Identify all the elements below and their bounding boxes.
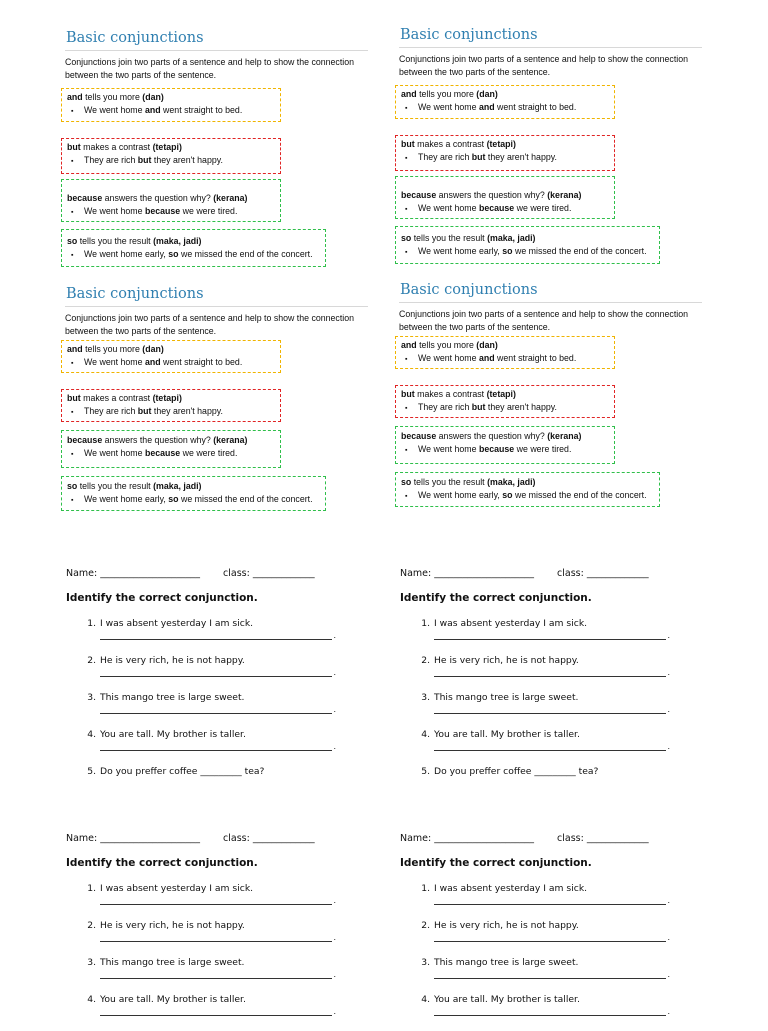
- conj-translation: (maka, jadi): [487, 477, 536, 487]
- so-box: [61, 229, 326, 267]
- example-text: they aren't happy.: [151, 406, 223, 416]
- name-field[interactable]: Name: _____________________: [66, 833, 200, 844]
- conj-translation: (dan): [142, 344, 164, 354]
- question-text: You are tall. My brother is taller.: [100, 729, 246, 740]
- question-text: You are tall. My brother is taller.: [100, 994, 246, 1005]
- question-text: I was absent yesterday I am sick.: [100, 618, 254, 629]
- conjunction-card: [399, 25, 704, 256]
- bullet-icon: ▪: [405, 493, 408, 500]
- bullet-icon: ▪: [405, 405, 408, 412]
- card-title: Basic conjunctions: [400, 282, 538, 298]
- and-box: [395, 85, 615, 119]
- question-number: 1.: [87, 618, 96, 629]
- card-intro: Conjunctions join two parts of a sentence and help to show the connection between the two parts of the sentence.: [399, 309, 689, 332]
- example-text: We went home: [418, 444, 479, 454]
- question-number: 5.: [87, 766, 96, 777]
- worksheet: [66, 568, 356, 803]
- but-box: [395, 135, 615, 171]
- bullet-icon: ▪: [71, 108, 74, 115]
- example-text: we missed the end of the concert.: [178, 494, 313, 504]
- question-item: [66, 920, 356, 957]
- example-conj: and: [478, 353, 495, 363]
- example-conj: but: [137, 155, 152, 165]
- example-conj: so: [168, 249, 179, 259]
- example-text: We went home early,: [84, 494, 169, 504]
- answer-line[interactable]: [100, 676, 332, 677]
- conj-translation: (dan): [476, 340, 498, 350]
- answer-line[interactable]: [100, 1015, 332, 1016]
- name-class-row: [400, 568, 690, 582]
- conj-translation: (maka, jadi): [153, 236, 202, 246]
- question-number: 1.: [421, 618, 430, 629]
- conj-word: but: [401, 389, 415, 399]
- example-text: We went home: [84, 357, 145, 367]
- conj-desc: tells you more: [416, 340, 477, 350]
- question-number: 2.: [421, 920, 430, 931]
- question-item: [400, 655, 690, 692]
- example-text: We went home: [418, 203, 479, 213]
- conj-desc: makes a contrast: [80, 142, 153, 152]
- bullet-icon: ▪: [71, 409, 74, 416]
- question-number: 4.: [87, 729, 96, 740]
- so-box: [395, 226, 660, 264]
- example-conj: and: [478, 102, 495, 112]
- example-text: we were tired.: [180, 206, 238, 216]
- bullet-icon: ▪: [71, 209, 74, 216]
- because-box: [395, 176, 615, 219]
- example-conj: because: [478, 444, 515, 454]
- question-text: This mango tree is large sweet.: [434, 692, 579, 703]
- bullet-icon: ▪: [405, 356, 408, 363]
- answer-line[interactable]: [434, 978, 666, 979]
- bullet-icon: ▪: [405, 206, 408, 213]
- question-number: 4.: [87, 994, 96, 1005]
- name-class-row: [400, 833, 690, 847]
- question-number: 3.: [87, 957, 96, 968]
- conj-word: and: [67, 92, 83, 102]
- conj-word: but: [67, 393, 81, 403]
- example-text: went straight to bed.: [494, 353, 577, 363]
- conj-translation: (tetapi): [486, 139, 516, 149]
- question-number: 4.: [421, 994, 430, 1005]
- example-text: They are rich: [84, 155, 138, 165]
- conj-word: so: [401, 477, 412, 487]
- name-field[interactable]: Name: _____________________: [66, 568, 200, 579]
- worksheet-title: Identify the correct conjunction.: [66, 857, 258, 869]
- conj-translation: (dan): [142, 92, 164, 102]
- example-text: We went home early,: [84, 249, 169, 259]
- question-text: You are tall. My brother is taller.: [434, 729, 580, 740]
- example-conj: so: [502, 246, 513, 256]
- worksheet-title: Identify the correct conjunction.: [400, 592, 592, 604]
- example-conj: so: [168, 494, 179, 504]
- conj-translation: (tetapi): [152, 142, 182, 152]
- example-text: We went home early,: [418, 246, 503, 256]
- question-number: 5.: [421, 766, 430, 777]
- conj-translation: (tetapi): [486, 389, 516, 399]
- example-text: we were tired.: [514, 444, 572, 454]
- example-text: We went home early,: [418, 490, 503, 500]
- bullet-icon: ▪: [405, 447, 408, 454]
- and-box: [61, 88, 281, 122]
- question-item: [400, 692, 690, 729]
- conj-translation: (kerana): [547, 190, 582, 200]
- question-list: [400, 618, 690, 803]
- conj-translation: (kerana): [213, 193, 248, 203]
- card-title: Basic conjunctions: [66, 286, 204, 302]
- worksheet-title: Identify the correct conjunction.: [400, 857, 592, 869]
- answer-line[interactable]: [100, 904, 332, 905]
- answer-line[interactable]: [434, 713, 666, 714]
- question-item: [400, 766, 690, 803]
- example-text: we missed the end of the concert.: [178, 249, 313, 259]
- example-conj: but: [471, 402, 486, 412]
- because-box: [61, 179, 281, 222]
- question-item: [400, 729, 690, 766]
- conj-desc: tells you the result: [77, 236, 154, 246]
- question-number: 3.: [421, 692, 430, 703]
- card-intro: Conjunctions join two parts of a sentence and help to show the connection between the two parts of the sentence.: [399, 54, 689, 77]
- example-text: went straight to bed.: [494, 102, 577, 112]
- conj-translation: (maka, jadi): [153, 481, 202, 491]
- question-number: 1.: [87, 883, 96, 894]
- question-text: Do you preffer coffee _________ tea?: [100, 766, 265, 777]
- question-item: [66, 692, 356, 729]
- title-divider: [65, 50, 368, 51]
- conj-word: but: [67, 142, 81, 152]
- question-text: You are tall. My brother is taller.: [434, 994, 580, 1005]
- worksheet: [400, 568, 690, 803]
- conj-desc: tells you more: [82, 92, 143, 102]
- example-text: they aren't happy.: [485, 152, 557, 162]
- conj-desc: tells you the result: [411, 233, 488, 243]
- question-text: He is very rich, he is not happy.: [434, 655, 579, 666]
- bullet-icon: ▪: [71, 360, 74, 367]
- question-number: 3.: [87, 692, 96, 703]
- conj-word: so: [67, 236, 78, 246]
- example-text: we missed the end of the concert.: [512, 490, 647, 500]
- question-item: [400, 618, 690, 655]
- card-title: Basic conjunctions: [66, 30, 204, 46]
- answer-line[interactable]: [434, 1015, 666, 1016]
- conj-word: because: [401, 190, 437, 200]
- so-box: [61, 476, 326, 511]
- and-box: [395, 336, 615, 369]
- example-text: We went home: [84, 105, 145, 115]
- question-text: He is very rich, he is not happy.: [100, 655, 245, 666]
- conj-translation: (maka, jadi): [487, 233, 536, 243]
- conjunction-card: [399, 280, 704, 500]
- class-field[interactable]: class: _____________: [223, 568, 315, 579]
- and-box: [61, 340, 281, 373]
- worksheet: [66, 833, 356, 1031]
- example-conj: because: [144, 206, 181, 216]
- conj-desc: makes a contrast: [414, 139, 487, 149]
- answer-line[interactable]: [434, 676, 666, 677]
- conj-desc: makes a contrast: [414, 389, 487, 399]
- conj-word: so: [67, 481, 78, 491]
- but-box: [61, 138, 281, 174]
- example-conj: so: [502, 490, 513, 500]
- question-text: This mango tree is large sweet.: [100, 957, 245, 968]
- conj-word: because: [67, 193, 103, 203]
- conj-desc: tells you the result: [77, 481, 154, 491]
- conj-desc: makes a contrast: [80, 393, 153, 403]
- conj-word: because: [401, 431, 437, 441]
- conj-word: and: [401, 340, 417, 350]
- question-list: [66, 618, 356, 803]
- question-item: [66, 729, 356, 766]
- question-item: [66, 957, 356, 994]
- conj-desc: tells you the result: [411, 477, 488, 487]
- conj-desc: answers the question why?: [102, 435, 214, 445]
- because-box: [61, 430, 281, 468]
- question-item: [400, 883, 690, 920]
- question-list: [66, 883, 356, 1031]
- answer-line[interactable]: [100, 750, 332, 751]
- conjunction-card: [65, 28, 370, 259]
- name-field[interactable]: Name: _____________________: [400, 833, 534, 844]
- answer-line[interactable]: [434, 941, 666, 942]
- answer-line[interactable]: [100, 941, 332, 942]
- example-text: went straight to bed.: [160, 105, 243, 115]
- question-number: 1.: [421, 883, 430, 894]
- name-class-row: [66, 568, 356, 582]
- example-conj: and: [144, 105, 161, 115]
- example-conj: but: [137, 406, 152, 416]
- conj-word: and: [67, 344, 83, 354]
- conj-desc: answers the question why?: [436, 431, 548, 441]
- question-item: [400, 920, 690, 957]
- conjunction-card: [65, 284, 370, 504]
- conj-desc: tells you more: [82, 344, 143, 354]
- answer-line[interactable]: [434, 639, 666, 640]
- conj-desc: tells you more: [416, 89, 477, 99]
- answer-line[interactable]: [100, 713, 332, 714]
- class-field[interactable]: class: _____________: [557, 833, 649, 844]
- example-conj: because: [478, 203, 515, 213]
- conj-word: but: [401, 139, 415, 149]
- so-box: [395, 472, 660, 507]
- but-box: [61, 389, 281, 422]
- question-number: 4.: [421, 729, 430, 740]
- worksheet-title: Identify the correct conjunction.: [66, 592, 258, 604]
- question-item: [66, 618, 356, 655]
- name-field[interactable]: Name: _____________________: [400, 568, 534, 579]
- example-text: We went home: [418, 353, 479, 363]
- example-conj: and: [144, 357, 161, 367]
- answer-line[interactable]: [100, 639, 332, 640]
- answer-line[interactable]: [100, 978, 332, 979]
- worksheet: [400, 833, 690, 1031]
- bullet-icon: ▪: [405, 105, 408, 112]
- title-divider: [399, 302, 702, 303]
- bullet-icon: ▪: [405, 155, 408, 162]
- question-number: 2.: [87, 655, 96, 666]
- conj-translation: (kerana): [547, 431, 582, 441]
- title-divider: [65, 306, 368, 307]
- answer-line[interactable]: [434, 750, 666, 751]
- example-text: We went home: [84, 206, 145, 216]
- example-conj: because: [144, 448, 181, 458]
- example-text: They are rich: [418, 152, 472, 162]
- bullet-icon: ▪: [71, 497, 74, 504]
- bullet-icon: ▪: [405, 249, 408, 256]
- title-divider: [399, 47, 702, 48]
- conj-translation: (kerana): [213, 435, 248, 445]
- conj-word: so: [401, 233, 412, 243]
- card-title: Basic conjunctions: [400, 27, 538, 43]
- question-item: [66, 655, 356, 692]
- example-conj: but: [471, 152, 486, 162]
- because-box: [395, 426, 615, 464]
- conj-word: because: [67, 435, 103, 445]
- question-text: I was absent yesterday I am sick.: [434, 618, 588, 629]
- class-field[interactable]: class: _____________: [223, 833, 315, 844]
- question-list: [400, 883, 690, 1031]
- conj-translation: (dan): [476, 89, 498, 99]
- example-text: went straight to bed.: [160, 357, 243, 367]
- question-item: [66, 994, 356, 1031]
- bullet-icon: ▪: [71, 451, 74, 458]
- question-text: He is very rich, he is not happy.: [434, 920, 579, 931]
- question-text: This mango tree is large sweet.: [434, 957, 579, 968]
- example-text: we were tired.: [514, 203, 572, 213]
- question-text: This mango tree is large sweet.: [100, 692, 245, 703]
- conj-desc: answers the question why?: [102, 193, 214, 203]
- conj-translation: (tetapi): [152, 393, 182, 403]
- but-box: [395, 385, 615, 418]
- example-text: we missed the end of the concert.: [512, 246, 647, 256]
- conj-word: and: [401, 89, 417, 99]
- question-text: Do you preffer coffee _________ tea?: [434, 766, 599, 777]
- conj-desc: answers the question why?: [436, 190, 548, 200]
- bullet-icon: ▪: [71, 252, 74, 259]
- question-item: [400, 957, 690, 994]
- example-text: They are rich: [84, 406, 138, 416]
- question-item: [400, 994, 690, 1031]
- class-field[interactable]: class: _____________: [557, 568, 649, 579]
- example-text: they aren't happy.: [151, 155, 223, 165]
- answer-line[interactable]: [434, 904, 666, 905]
- question-number: 2.: [87, 920, 96, 931]
- example-text: We went home: [418, 102, 479, 112]
- example-text: They are rich: [418, 402, 472, 412]
- card-intro: Conjunctions join two parts of a sentence and help to show the connection between the two parts of the sentence.: [65, 57, 355, 80]
- name-class-row: [66, 833, 356, 847]
- example-text: we were tired.: [180, 448, 238, 458]
- question-text: He is very rich, he is not happy.: [100, 920, 245, 931]
- question-number: 3.: [421, 957, 430, 968]
- card-intro: Conjunctions join two parts of a sentence and help to show the connection between the two parts of the sentence.: [65, 313, 355, 336]
- question-number: 2.: [421, 655, 430, 666]
- bullet-icon: ▪: [71, 158, 74, 165]
- example-text: We went home: [84, 448, 145, 458]
- question-text: I was absent yesterday I am sick.: [434, 883, 588, 894]
- question-text: I was absent yesterday I am sick.: [100, 883, 254, 894]
- example-text: they aren't happy.: [485, 402, 557, 412]
- question-item: [66, 883, 356, 920]
- question-item: [66, 766, 356, 803]
